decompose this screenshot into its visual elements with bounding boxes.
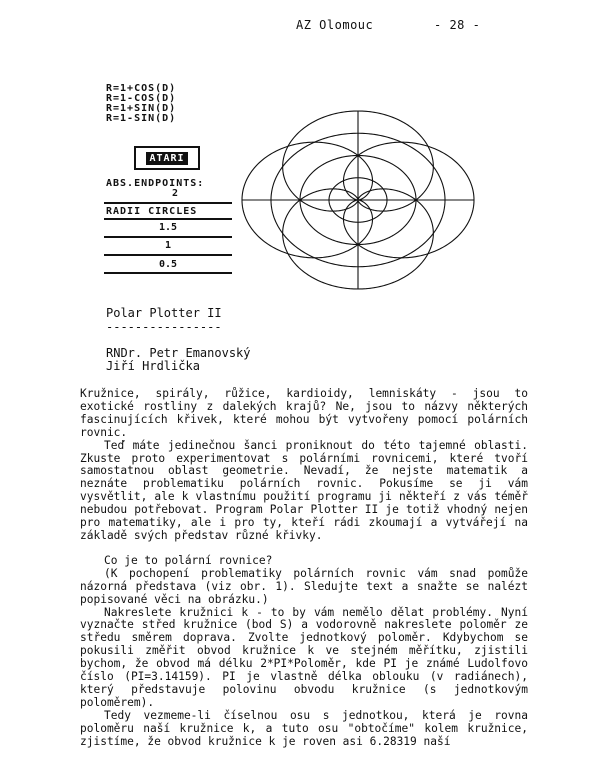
author-2: Jiří Hrdlička xyxy=(106,359,200,373)
atari-logo-text: ATARI xyxy=(146,152,187,165)
page-number: - 28 - xyxy=(434,18,481,32)
author-1: RNDr. Petr Emanovský xyxy=(106,346,251,360)
equation-4: R=1-SIN(D) xyxy=(106,113,177,124)
polar-plot-figure xyxy=(240,108,476,294)
divider xyxy=(104,236,232,238)
paragraph: Tedy vezmeme-li číselnou osu s jednotkou, která je rovna poloměru naší kružnice k, a tuto osu "obtočíme" kolem kružnice, zjistíme, že obvod kružnice k je roven asi 6.28319 naší xyxy=(80,708,528,748)
divider xyxy=(104,202,232,204)
paragraph: Teď máte jedinečnou šanci proniknout do této tajemné oblasti. Zkuste proto experimentovat s polárními rovnicemi, které tvoří samostatnou oblast geometrie. Nevadí, že nejste matematik a neznáte problematiku polárních rovnic. Pokusíme se ji vám vysvětlit, ale k vlastnímu použití programu ji někteří z vás téměř nebudou potřebovat. Program Polar Plotter II je totiž vhodný nejen pro matematiky, ale i pro ty, kteří rádi zkoumají a vytvářejí na základě svých představ různé křivky. xyxy=(80,438,528,542)
equation-3: R=1+SIN(D) xyxy=(106,103,177,114)
article-title: Polar Plotter II xyxy=(106,306,222,320)
paragraph: Nakreslete kružnici k - to by vám nemělo dělat problémy. Nyní vyznačte střed kružnice (bod S) a vodorovně nakreslete poloměr ze středu směrem doprava. Zvolte jednotkový poloměr. Kdybychom se pokusili změřit obvod kružnice k ve stejném měřítku, zjistili bychom, že obvod má délku 2*PI*Poloměr, kde PI je známé Ludolfovo číslo (PI=3.14159). PI je vlastně délka oblouku (v radiánech), který představuje polovinu obvodu kružnice (s jednotkovým poloměrem). xyxy=(80,605,528,709)
radius-value-1: 1.5 xyxy=(158,222,178,233)
equation-2: R=1-COS(D) xyxy=(106,93,177,104)
atari-logo xyxy=(134,146,200,170)
radius-value-2: 1 xyxy=(164,240,172,251)
abs-endpoints-label: ABS.ENDPOINTS: xyxy=(106,178,205,189)
paragraph: Kružnice, spirály, růžice, kardioidy, lemniskáty - jsou to exotické rostliny z dalekých krajů? Ne, jsou to názvy některých fascinujících křivek, které mohou být vytvořeny pomocí polárních rovnic. xyxy=(80,387,528,439)
abs-endpoints-value: 2 xyxy=(172,188,180,199)
divider xyxy=(104,218,232,220)
radius-value-3: 0.5 xyxy=(158,259,178,270)
running-header-title: AZ Olomouc xyxy=(296,18,374,32)
paragraph: (K pochopení problematiky polárních rovnic vám snad pomůže názorná představa (viz obr. 1). Sledujte text a snažte se nalézt popisované věci na obrázku.) xyxy=(80,566,528,606)
article-body xyxy=(80,388,528,748)
section-question: Co je to polární rovnice? xyxy=(104,553,273,567)
equation-1: R=1+COS(D) xyxy=(106,83,177,94)
divider xyxy=(104,254,232,256)
title-underline: ---------------- xyxy=(106,320,222,334)
radii-circles-label: RADII CIRCLES xyxy=(106,206,198,217)
divider xyxy=(104,272,232,274)
